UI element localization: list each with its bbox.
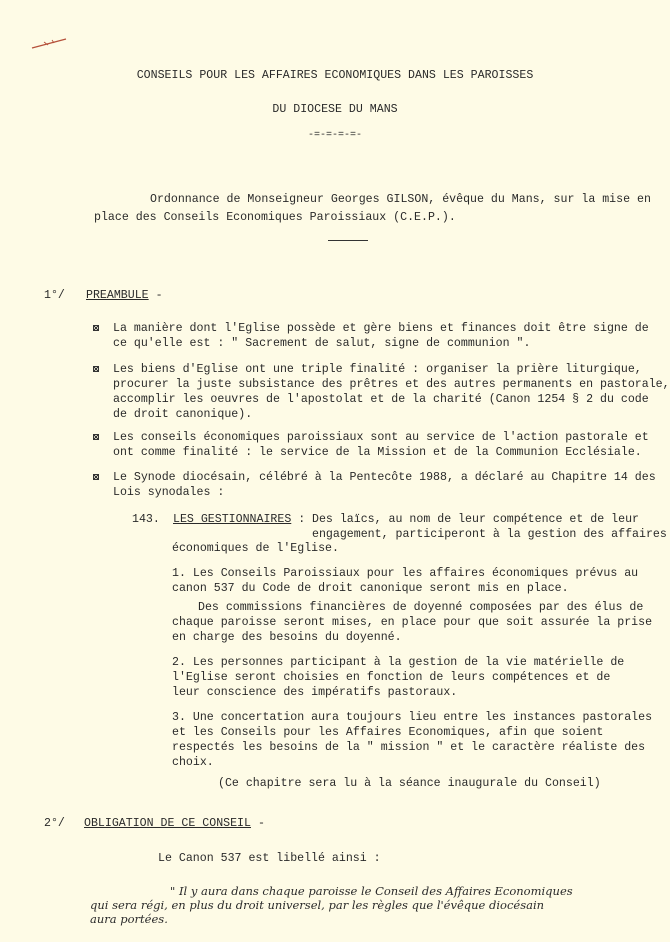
- article-title: [173, 512, 305, 528]
- item-2-line-1: 2. Les personnes participant à la gestion de la vie matérielle de: [172, 656, 625, 669]
- bullet-2-line-1: Les biens d'Eglise ont une triple finalité : organiser la prière liturgique,: [113, 363, 642, 376]
- divider: [328, 240, 368, 241]
- item-1-line-4: chaque paroisse seront mises, en place pour que soit assurée la prise: [172, 616, 653, 629]
- article-title-colon: :: [291, 513, 306, 526]
- section2-heading-dash: -: [250, 817, 265, 830]
- section1-number: 1°/: [44, 289, 65, 302]
- title-line-1: CONSEILS POUR LES AFFAIRES ECONOMIQUES DANS LES PAROISSES: [136, 69, 534, 82]
- section2-number: 2°/: [44, 817, 65, 830]
- bullet-4-line-1: Le Synode diocésain, célébré à la Pentecôte 1988, a déclaré au Chapitre 14 des: [113, 471, 656, 484]
- item-3-line-4: choix.: [172, 756, 214, 769]
- quote-line-3: aura portées.: [90, 912, 168, 926]
- section1-heading-dash: -: [148, 289, 163, 302]
- section1-heading: [86, 288, 163, 304]
- bullet-3-line-1: Les conseils économiques paroissiaux sont au service de l'action pastorale et: [113, 431, 649, 444]
- intro-line-2: place des Conseils Economiques Paroissiaux (C.E.P.).: [94, 211, 456, 224]
- item-1-line-2: canon 537 du Code de droit canonique seront mis en place.: [172, 582, 569, 595]
- item-2-line-3: leur conscience des impératifs pastoraux.: [172, 686, 458, 699]
- bullet-1-line-1: La manière dont l'Eglise possède et gère biens et finances doit être signe de: [113, 322, 649, 335]
- bullet-3-line-2: ont comme finalité : le service de la Mission et de la Communion Ecclésiale.: [113, 446, 642, 459]
- intro-line-1: Ordonnance de Monseigneur Georges GILSON, évêque du Mans, sur la mise en: [150, 193, 651, 206]
- bullet-2-line-4: de droit canonique).: [113, 408, 253, 421]
- bullet-icon: [93, 434, 99, 440]
- pen-mark-icon: [30, 36, 70, 50]
- section1-heading-text: PREAMBULE: [86, 289, 149, 302]
- article-title-text: LES GESTIONNAIRES: [173, 513, 292, 526]
- item-1-line-3: Des commissions financières de doyenné composées par des élus de: [198, 601, 644, 614]
- section2-heading: [84, 816, 265, 832]
- section2-intro: Le Canon 537 est libellé ainsi :: [158, 852, 381, 865]
- bullet-2-line-3: accomplir les oeuvres de l'apostolat et de la charité (Canon 1254 § 2 du code: [113, 393, 649, 406]
- item-1-line-1: 1. Les Conseils Paroissiaux pour les affaires économiques prévus au: [172, 567, 639, 580]
- quote-line-2: qui sera régi, en plus du droit universel, par les règles que l'évêque diocésain: [90, 898, 545, 912]
- item-2-line-2: l'Eglise seront choisies en fonction de leurs compétences et de: [172, 671, 611, 684]
- bullet-icon: [93, 366, 99, 372]
- article-text-1: Des laïcs, au nom de leur compétence et de leur: [312, 513, 639, 526]
- section2-heading-text: OBLIGATION DE CE CONSEIL: [84, 817, 251, 830]
- item-1-line-5: en charge des besoins du doyenné.: [172, 631, 402, 644]
- article-note: (Ce chapitre sera lu à la séance inaugurale du Conseil): [218, 777, 601, 790]
- bullet-4-line-2: Lois synodales :: [113, 486, 225, 499]
- article-number: 143.: [132, 513, 160, 526]
- item-3-line-1: 3. Une concertation aura toujours lieu entre les instances pastorales: [172, 711, 653, 724]
- item-3-line-3: respectés les besoins de la " mission " et le caractère réaliste des: [172, 741, 646, 754]
- item-3-line-2: et les Conseils pour les Affaires Economiques, afin que soient: [172, 726, 604, 739]
- title-separator: -=-=-=-=-: [307, 130, 362, 141]
- bullet-1-line-2: ce qu'elle est : " Sacrement de salut, signe de communion ".: [113, 337, 531, 350]
- bullet-2-line-2: procurer la juste subsistance des prêtres et des autres permanents en pastorale,: [113, 378, 670, 391]
- bullet-icon: [93, 325, 99, 331]
- article-text-3: économiques de l'Eglise.: [172, 542, 339, 555]
- bullet-icon: [93, 474, 99, 480]
- title-line-2: DU DIOCESE DU MANS: [272, 103, 398, 116]
- quote-line-1: " Il y aura dans chaque paroisse le Conseil des Affaires Economiques: [170, 884, 573, 898]
- article-text-2: engagement, participeront à la gestion des affaires: [312, 528, 667, 541]
